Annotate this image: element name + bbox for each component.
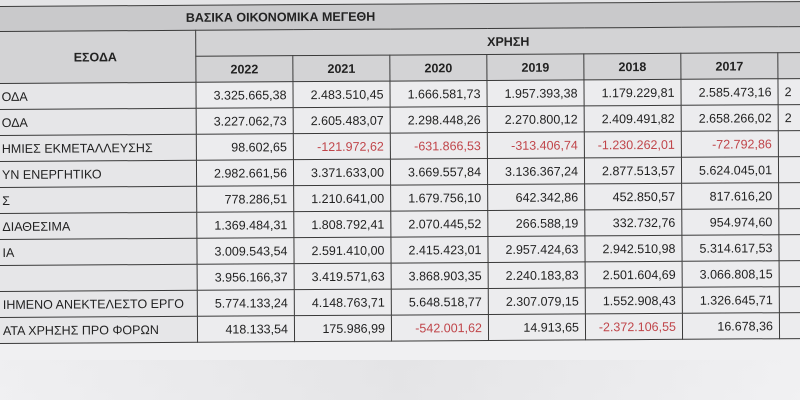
value-cell: 1.326.645,71: [682, 287, 779, 314]
row-label: ΙΗΜΕΝΟ ΑΝΕΚΤΕΛΕΣΤΟ ΕΡΓΟ: [0, 290, 197, 317]
value-cell: 175.986,99: [294, 315, 391, 342]
value-cell: 16.678,36: [682, 313, 779, 340]
value-cell: 2.298.448,26: [390, 106, 487, 133]
value-cell: 3.868.903,35: [391, 262, 488, 289]
value-cell: 2.409.491,82: [584, 105, 681, 132]
value-cell: -72.792,86: [681, 131, 778, 158]
value-cell-partial: [779, 286, 800, 312]
value-cell: 954.974,60: [682, 209, 779, 236]
value-cell: 452.850,57: [585, 183, 682, 210]
value-cell: 2.957.424,63: [488, 236, 585, 263]
value-cell: 3.371.633,00: [293, 159, 390, 186]
value-cell: 1.369.484,31: [197, 212, 294, 239]
value-cell-partial: [779, 312, 800, 338]
row-label: [0, 264, 197, 291]
period-header: ΧΡΗΣΗ: [196, 26, 800, 56]
value-cell: 2.942.510,98: [585, 235, 682, 262]
value-cell: 266.588,19: [488, 210, 585, 237]
value-cell: 2.415.423,01: [391, 236, 488, 263]
value-cell: 1.179.229,81: [584, 79, 681, 106]
value-cell: 3.325.665,38: [196, 82, 293, 109]
value-cell: 2.240.183,83: [488, 262, 585, 289]
table-title: ΒΑΣΙΚΑ ΟΙΚΟΝΟΜΙΚΑ ΜΕΓΕΘΗ: [0, 1, 800, 31]
value-cell: 2.877.513,57: [584, 157, 681, 184]
value-cell: 1.666.581,73: [390, 80, 487, 107]
year-header: 2019: [487, 54, 584, 81]
value-cell-partial: 2: [778, 104, 800, 130]
year-header: 2017: [681, 53, 778, 80]
value-cell: 98.602,65: [196, 134, 293, 161]
value-cell: -2.372.106,55: [585, 313, 682, 340]
value-cell-partial: [779, 234, 800, 260]
value-cell: 3.669.557,84: [390, 158, 487, 185]
value-cell: 2.483.510,45: [293, 81, 390, 108]
value-cell: 5.648.518,77: [391, 288, 488, 315]
value-cell: 3.009.543,54: [197, 238, 294, 265]
value-cell: -313.406,74: [487, 132, 584, 159]
value-cell: 5.774.133,24: [197, 290, 294, 317]
value-cell: 1.957.393,38: [487, 80, 584, 107]
row-label: ΙΑ: [0, 238, 197, 265]
value-cell-partial: [778, 156, 800, 182]
row-label: ΟΔΑ: [0, 82, 196, 109]
value-cell: 2.585.473,16: [681, 79, 778, 106]
value-cell-partial: [779, 182, 800, 208]
value-cell: 2.070.445,52: [391, 210, 488, 237]
value-cell: 2.658.266,02: [681, 105, 778, 132]
value-cell: 1.210.641,00: [294, 185, 391, 212]
year-header: 2018: [584, 53, 681, 80]
value-cell: 1.808.792,41: [294, 211, 391, 238]
value-cell: 642.342,86: [488, 184, 585, 211]
row-label: ΟΔΑ: [0, 108, 196, 135]
value-cell: -1.230.262,01: [584, 131, 681, 158]
value-cell-partial: [779, 260, 800, 286]
year-header-partial: [778, 52, 800, 78]
row-label: ΑΤΑ ΧΡΗΣΗΣ ΠΡΟ ΦΟΡΩΝ: [0, 316, 198, 343]
value-cell: 2.982.661,56: [196, 160, 293, 187]
value-cell: 418.133,54: [197, 316, 294, 343]
value-cell: 778.286,51: [197, 186, 294, 213]
value-cell: -542.001,62: [391, 314, 488, 341]
paper-fold-shadow: [0, 360, 800, 400]
value-cell: -121.972,62: [293, 133, 390, 160]
value-cell: 3.956.166,37: [197, 264, 294, 291]
value-cell: 332.732,76: [585, 209, 682, 236]
value-cell: 2.270.800,12: [487, 106, 584, 133]
value-cell: 3.066.808,15: [682, 261, 779, 288]
row-label: ΥΝ ΕΝΕΡΓΗΤΙΚΟ: [0, 160, 197, 187]
document-photo: [0, 6, 800, 344]
financial-table: [0, 1, 800, 344]
value-cell: 2.307.079,15: [488, 288, 585, 315]
value-cell: 1.679.756,10: [391, 184, 488, 211]
value-cell-partial: [779, 208, 800, 234]
value-cell-partial: 2: [778, 78, 800, 104]
value-cell: 2.501.604,69: [585, 261, 682, 288]
row-label: ΗΜΙΕΣ ΕΚΜΕΤΑΛΛΕΥΣΗΣ: [0, 134, 196, 161]
label-header: ΕΣΟΔΑ: [0, 30, 196, 83]
value-cell: 2.605.483,07: [293, 107, 390, 134]
table-row: [0, 312, 800, 343]
value-cell: -631.866,53: [390, 132, 487, 159]
value-cell: 3.227.062,73: [196, 108, 293, 135]
value-cell: 3.136.367,24: [487, 158, 584, 185]
row-label: ΔΙΑΘΕΣΙΜΑ: [0, 212, 197, 239]
year-header: 2020: [390, 54, 487, 81]
year-header: 2021: [293, 55, 390, 82]
value-cell: 2.591.410,00: [294, 237, 391, 264]
value-cell: 817.616,20: [682, 183, 779, 210]
value-cell-partial: [778, 130, 800, 156]
value-cell: 3.419.571,63: [294, 263, 391, 290]
value-cell: 1.552.908,43: [585, 287, 682, 314]
value-cell: 4.148.763,71: [294, 289, 391, 316]
row-label: Σ: [0, 186, 197, 213]
value-cell: 5.624.045,01: [681, 157, 778, 184]
value-cell: 14.913,65: [488, 314, 585, 341]
year-header: 2022: [196, 56, 293, 83]
value-cell: 5.314.617,53: [682, 235, 779, 262]
